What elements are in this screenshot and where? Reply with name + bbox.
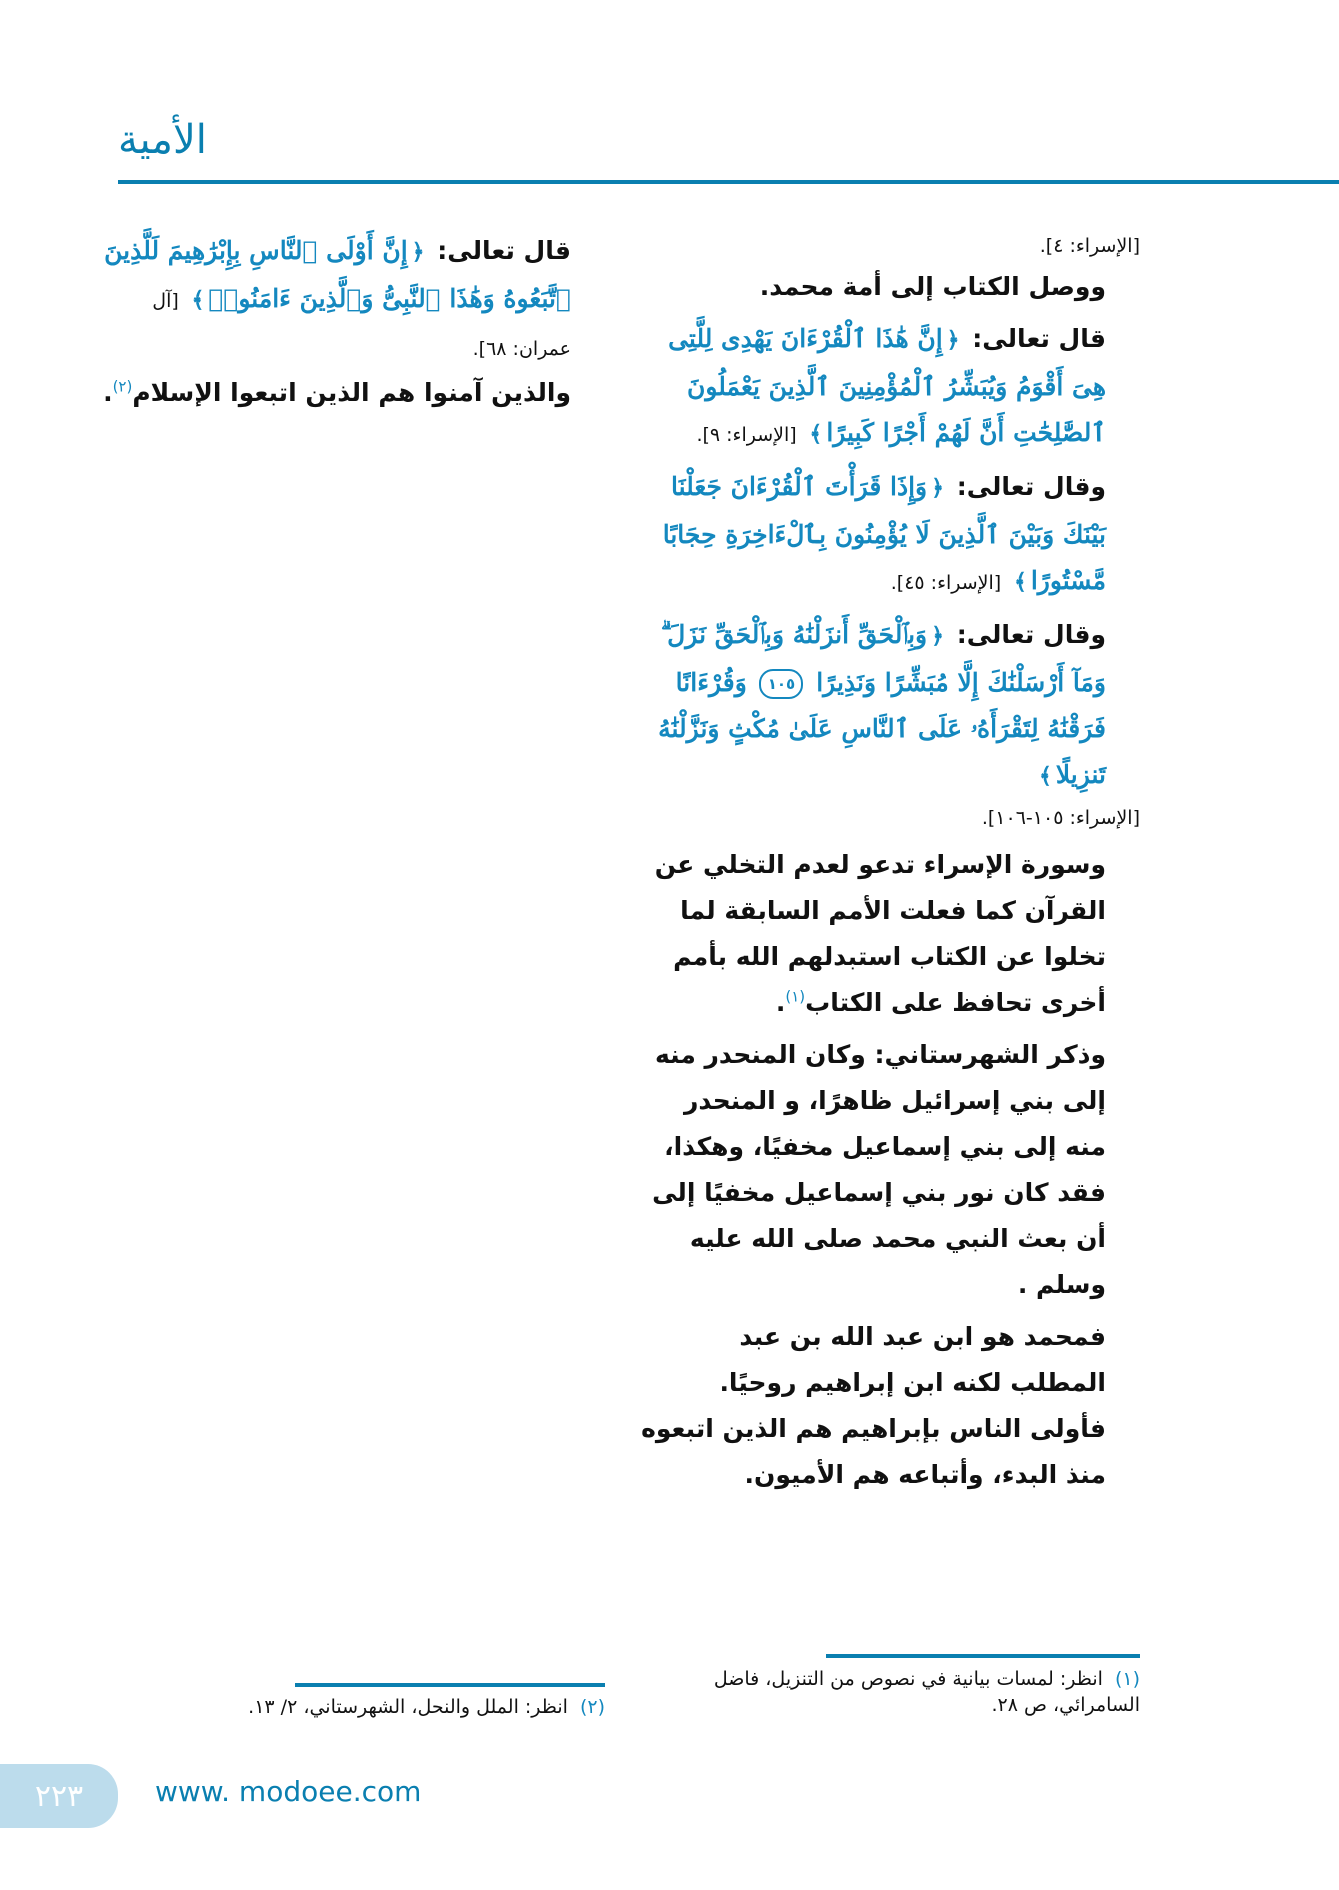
footnote-divider: [826, 1654, 1140, 1658]
paragraph: وذكر الشهرستاني: وكان المنحدر منه إلى بني إسرائيل ظاهرًا، و المنحدر منه إلى بني إسماعيل مخفيًا، وهكذا، فقد كان نور بني إسماعيل مخفيًا إلى أن بعث النبي محمد صلى الله عليه وسلم .: [652, 1040, 1106, 1299]
quote-intro: قال تعالى:: [437, 236, 571, 265]
quran-quote-1: [635, 316, 1140, 458]
page-header-title: الأمية: [118, 117, 207, 163]
footnote-marker[interactable]: (٢): [112, 377, 133, 396]
website-link[interactable]: www. modoee.com: [155, 1775, 422, 1808]
quran-quote-3: [635, 612, 1140, 800]
quran-verse: وَإِذَا قَرَأْتَ ٱلْقُرْءَانَ جَعَلْنَا بَيْنَكَ وَبَيْنَ ٱلَّذِينَ لَا يُؤْمِنُونَ بِٱلْءَاخِرَةِ حِجَابًا مَّسْتُورًا: [662, 472, 1106, 595]
header-divider: [118, 180, 1339, 184]
footnote-marker[interactable]: (١): [785, 987, 806, 1006]
verse-reference: [الإسراء: ٩].: [696, 424, 797, 446]
footnote-number: (٢): [579, 1696, 605, 1718]
quote-intro: قال تعالى:: [972, 324, 1106, 353]
ornate-bracket-close-icon: ﴾: [1038, 764, 1052, 789]
paragraph-end: .: [775, 988, 786, 1017]
ornate-bracket-close-icon: ﴾: [1013, 570, 1027, 595]
ornate-bracket-open-icon: ﴿: [946, 328, 960, 353]
footnote-text: انظر: لمسات بيانية في نصوص من التنزيل، فاضل السامرائي، ص ٢٨.: [713, 1668, 1140, 1716]
footnote-1: [640, 1666, 1140, 1718]
ornate-bracket-open-icon: ﴿: [931, 624, 945, 649]
quote-intro: وقال تعالى:: [956, 620, 1106, 649]
quran-verse: إِنَّ أَوْلَى ٱلنَّاسِ بِإِبْرَٰهِيمَ لَلَّذِينَ ٱتَّبَعُوهُ وَهَٰذَا ٱلنَّبِىُّ وَٱلَّذِينَ ءَامَنُوا۟: [104, 236, 571, 313]
footnote-number: (١): [1114, 1668, 1140, 1690]
paragraph: [635, 842, 1140, 1026]
page-number-badge: ٢٢٣: [0, 1764, 118, 1828]
paragraph: [90, 370, 605, 416]
left-column: [90, 228, 605, 422]
footnote-2: [90, 1694, 605, 1720]
quran-verse: وَبِٱلْحَقِّ أَنزَلْنَٰهُ وَبِٱلْحَقِّ نَزَلَ ۗ وَمَآ أَرْسَلْنَٰكَ إِلَّا مُبَشِّرًا وَنَذِيرًا: [660, 620, 1106, 697]
paragraph: فمحمد هو ابن عبد الله بن عبد المطلب لكنه ابن إبراهيم روحيًا. فأولى الناس بإبراهيم هم الذين اتبعوه منذ البدء، وأتباعه هم الأميون.: [641, 1322, 1106, 1489]
paragraph-text: وسورة الإسراء تدعو لعدم التخلي عن القرآن كما فعلت الأمم السابقة لما تخلوا عن الكتاب استبدلهم الله بأمم أخرى تحافظ على الكتاب: [654, 850, 1106, 1017]
right-column: [635, 228, 1140, 1504]
paragraph: ووصل الكتاب إلى أمة محمد.: [759, 272, 1106, 301]
ayah-number-marker: ١٠٥: [759, 669, 803, 699]
footnote-divider: [295, 1683, 605, 1687]
ornate-bracket-open-icon: ﴿: [931, 476, 945, 501]
verse-reference: [الإسراء: ٤٥].: [890, 572, 1002, 594]
ornate-bracket-open-icon: ﴿: [411, 240, 425, 265]
paragraph-text: والذين آمنوا هم الذين اتبعوا الإسلام: [132, 378, 571, 407]
verse-reference: [الإسراء: ٤].: [1039, 235, 1140, 257]
quran-quote-2: [635, 464, 1140, 606]
verse-reference: [الإسراء: ١٠٥-١٠٦].: [981, 807, 1140, 829]
quran-quote: [90, 228, 605, 370]
quran-verse: وَقُرْءَانًا فَرَقْنَٰهُ لِتَقْرَأَهُۥ عَلَى ٱلنَّاسِ عَلَىٰ مُكْثٍ وَنَزَّلْنَٰهُ تَنزِيلًا: [658, 668, 1106, 789]
quote-intro: وقال تعالى:: [956, 472, 1106, 501]
ornate-bracket-close-icon: ﴾: [191, 288, 205, 313]
ornate-bracket-close-icon: ﴾: [809, 422, 823, 447]
footnote-text: انظر: الملل والنحل، الشهرستاني، ٢/ ١٣.: [248, 1696, 568, 1718]
quran-verse: إِنَّ هَٰذَا ٱلْقُرْءَانَ يَهْدِى لِلَّتِى هِىَ أَقْوَمُ وَيُبَشِّرُ ٱلْمُؤْمِنِينَ ٱلَّذِينَ يَعْمَلُونَ ٱلصَّٰلِحَٰتِ أَنَّ لَهُمْ أَجْرًا كَبِيرًا: [668, 324, 1106, 447]
paragraph-end: .: [103, 378, 113, 407]
verse-reference: [آل عمران: ٦٨].: [152, 290, 571, 360]
